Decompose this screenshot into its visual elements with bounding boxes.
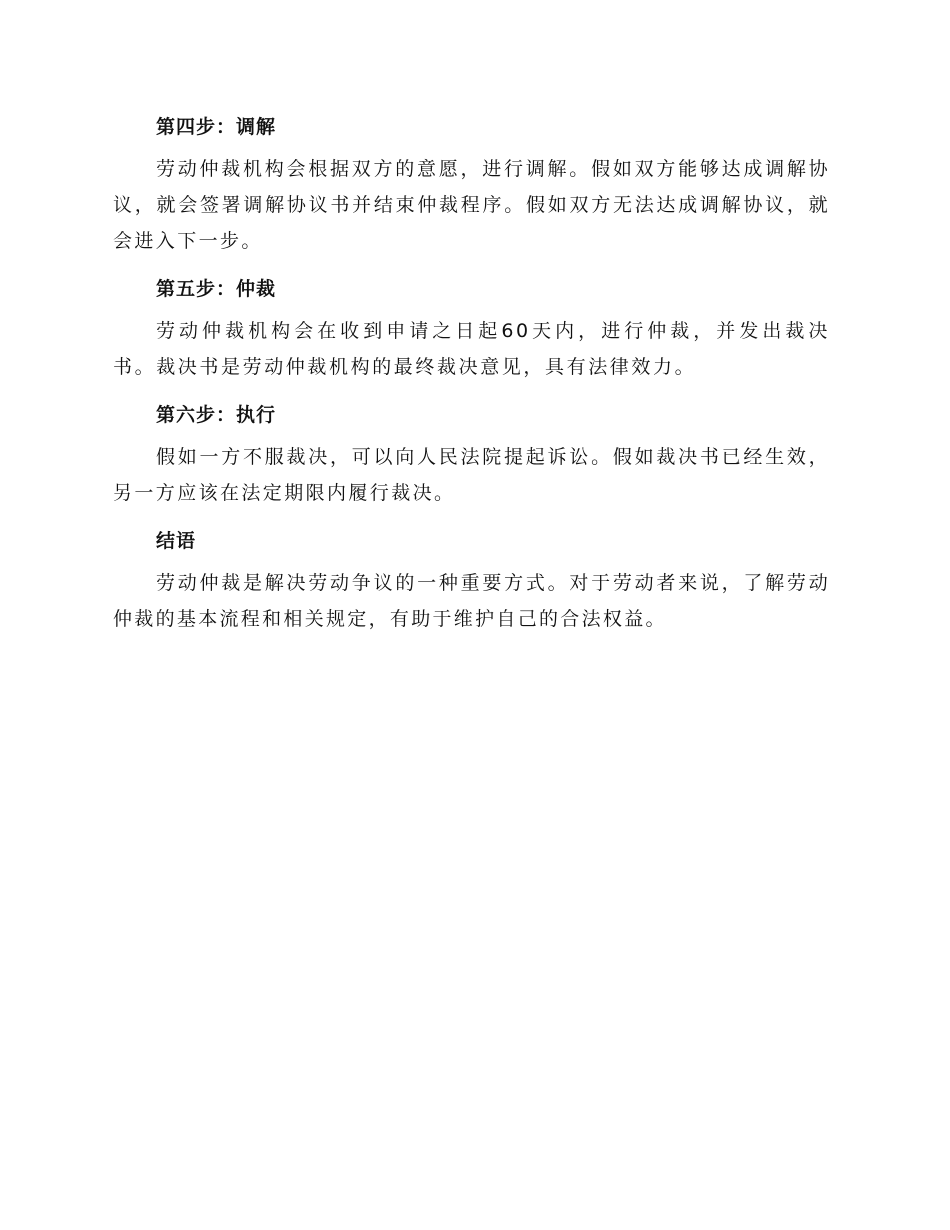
section-paragraph: 劳动仲裁机构会在收到申请之日起60天内，进行仲裁，并发出裁决书。裁决书是劳动仲裁机构的最终裁决意见，具有法律效力。 [113,320,830,378]
section-heading: 第四步：调解 [156,116,277,138]
section-mediation [113,109,830,259]
section-conclusion [113,523,830,637]
section-paragraph: 劳动仲裁机构会根据双方的意愿，进行调解。假如双方能够达成调解协议，就会签署调解协议书并结束仲裁程序。假如双方无法达成调解协议，就会进入下一步。 [113,158,830,252]
section-heading: 结语 [156,530,197,552]
section-paragraph: 劳动仲裁是解决劳动争议的一种重要方式。对于劳动者来说，了解劳动仲裁的基本流程和相关规定，有助于维护自己的合法权益。 [113,572,830,630]
section-arbitration [113,271,830,385]
section-paragraph: 假如一方不服裁决，可以向人民法院提起诉讼。假如裁决书已经生效，另一方应该在法定期限内履行裁决。 [113,446,830,504]
document-page [113,109,830,649]
section-heading: 第五步：仲裁 [156,278,277,300]
section-execution [113,397,830,511]
section-heading: 第六步：执行 [156,404,277,426]
